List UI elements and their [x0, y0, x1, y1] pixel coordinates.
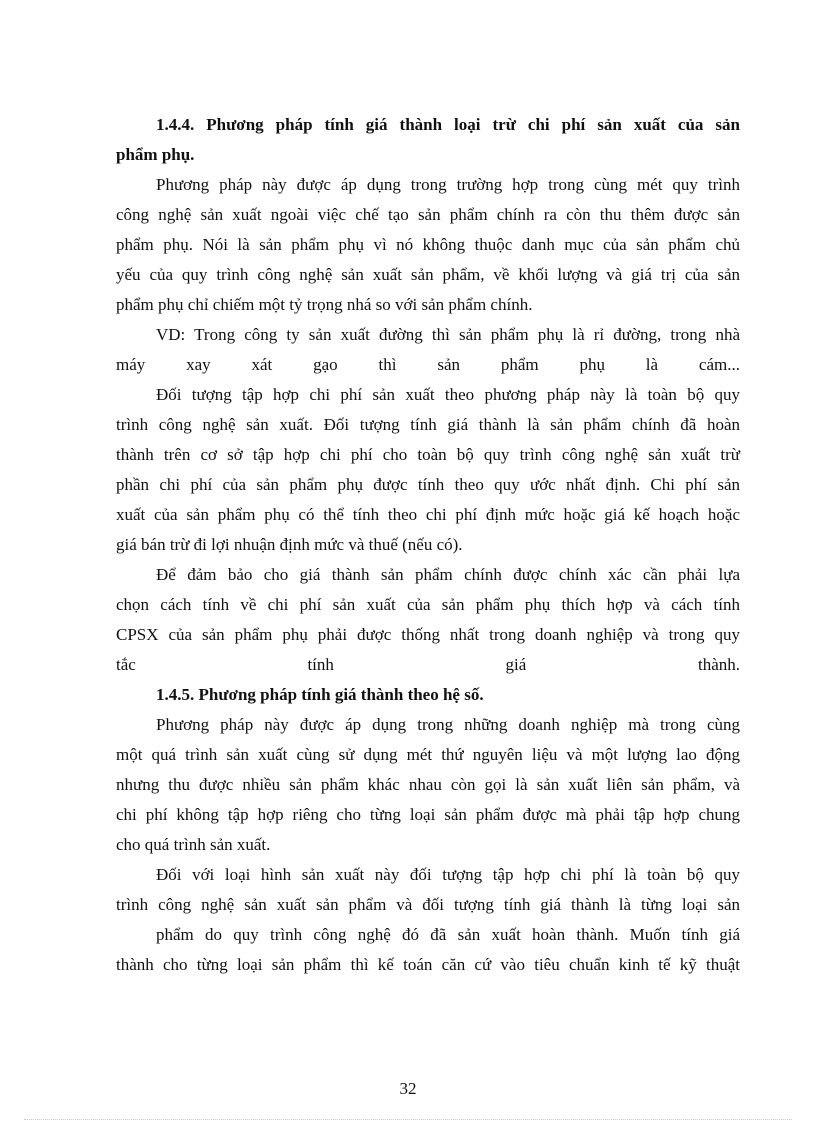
- paragraph-line: CPSX của sản phẩm phụ phải được thống nhất trong doanh nghiệp và trong quy: [116, 625, 740, 644]
- paragraph-line: phẩm do quy trình công nghệ đó đã sản xuất hoàn thành. Muốn tính giá: [156, 925, 740, 944]
- paragraph-line: nhưng thu được nhiều sản phẩm khác nhau còn gọi là sản xuất liên sản phẩm, và: [116, 775, 740, 794]
- paragraph-line: VD: Trong công ty sản xuất đường thì sản phẩm phụ là rỉ đường, trong nhà: [156, 325, 740, 344]
- paragraph-line: Để đảm bảo cho giá thành sản phẩm chính được chính xác cần phải lựa: [156, 565, 740, 584]
- paragraph-line: thành cho từng loại sản phẩm thì kế toán căn cứ vào tiêu chuẩn kinh tế kỹ thuật: [116, 955, 740, 974]
- paragraph-line: Phương pháp này được áp dụng trong những doanh nghiệp mà trong cùng: [156, 715, 740, 734]
- paragraph-line: Phương pháp này được áp dụng trong trường hợp trong cùng mét quy trình: [156, 175, 740, 194]
- paragraph-line: chi phí không tập hợp riêng cho từng loại sản phẩm được mà phải tập hợp chung: [116, 805, 740, 824]
- paragraph-line: phẩm phụ chỉ chiếm một tỷ trọng nhá so với sản phẩm chính.: [116, 295, 533, 314]
- paragraph-line: thành trên cơ sở tập hợp chi phí cho toàn bộ quy trình công nghệ sản xuất trừ: [116, 445, 740, 464]
- paragraph-line: giá bán trừ đi lợi nhuận định mức và thuế (nếu có).: [116, 535, 463, 554]
- paragraph-line: Đối với loại hình sản xuất này đối tượng tập hợp chi phí là toàn bộ quy: [156, 865, 740, 884]
- paragraph-line: Đối tượng tập hợp chi phí sản xuất theo phương pháp này là toàn bộ quy: [156, 385, 740, 404]
- paragraph-line: công nghệ sản xuất ngoài việc chế tạo sản phẩm chính ra còn thu thêm được sản: [116, 205, 740, 224]
- paragraph-line: máy xay xát gạo thì sản phẩm phụ là cám...: [116, 355, 740, 374]
- paragraph-line: xuất của sản phẩm phụ có thể tính theo chi phí định mức hoặc giá kế hoạch hoặc: [116, 505, 740, 524]
- paragraph-line: trình công nghệ sản xuất. Đối tượng tính giá thành là sản phẩm chính đã hoàn: [116, 415, 740, 434]
- footer-divider: [24, 1119, 792, 1120]
- paragraph-line: phẩm phụ. Nói là sản phẩm phụ vì nó không thuộc danh mục của sản phẩm chủ: [116, 235, 740, 254]
- paragraph-line: tắc tính giá thành.: [116, 655, 740, 674]
- section-heading-line: phẩm phụ.: [116, 145, 195, 164]
- section-heading-line: 1.4.4. Phương pháp tính giá thành loại trừ chi phí sản xuất của sản: [156, 115, 740, 134]
- page-body: [116, 110, 740, 980]
- paragraph-line: chọn cách tính về chi phí sản xuất của sản phẩm phụ thích hợp và cách tính: [116, 595, 740, 614]
- paragraph-line: trình công nghệ sản xuất sản phẩm và đối tượng tính giá thành là từng loại sản: [116, 895, 740, 914]
- page-number: 32: [399, 1079, 417, 1098]
- paragraph-line: cho quá trình sản xuất.: [116, 835, 271, 854]
- paragraph-line: yếu của quy trình công nghệ sản xuất sản phẩm, về khối lượng và giá trị của sản: [116, 265, 740, 284]
- paragraph-line: phần chi phí của sản phẩm phụ được tính theo quy ước nhất định. Chi phí sản: [116, 475, 740, 494]
- paragraph-line: một quá trình sản xuất cùng sử dụng mét thứ nguyên liệu và một lượng lao động: [116, 745, 740, 764]
- section-heading-line: 1.4.5. Phương pháp tính giá thành theo hệ số.: [156, 685, 484, 704]
